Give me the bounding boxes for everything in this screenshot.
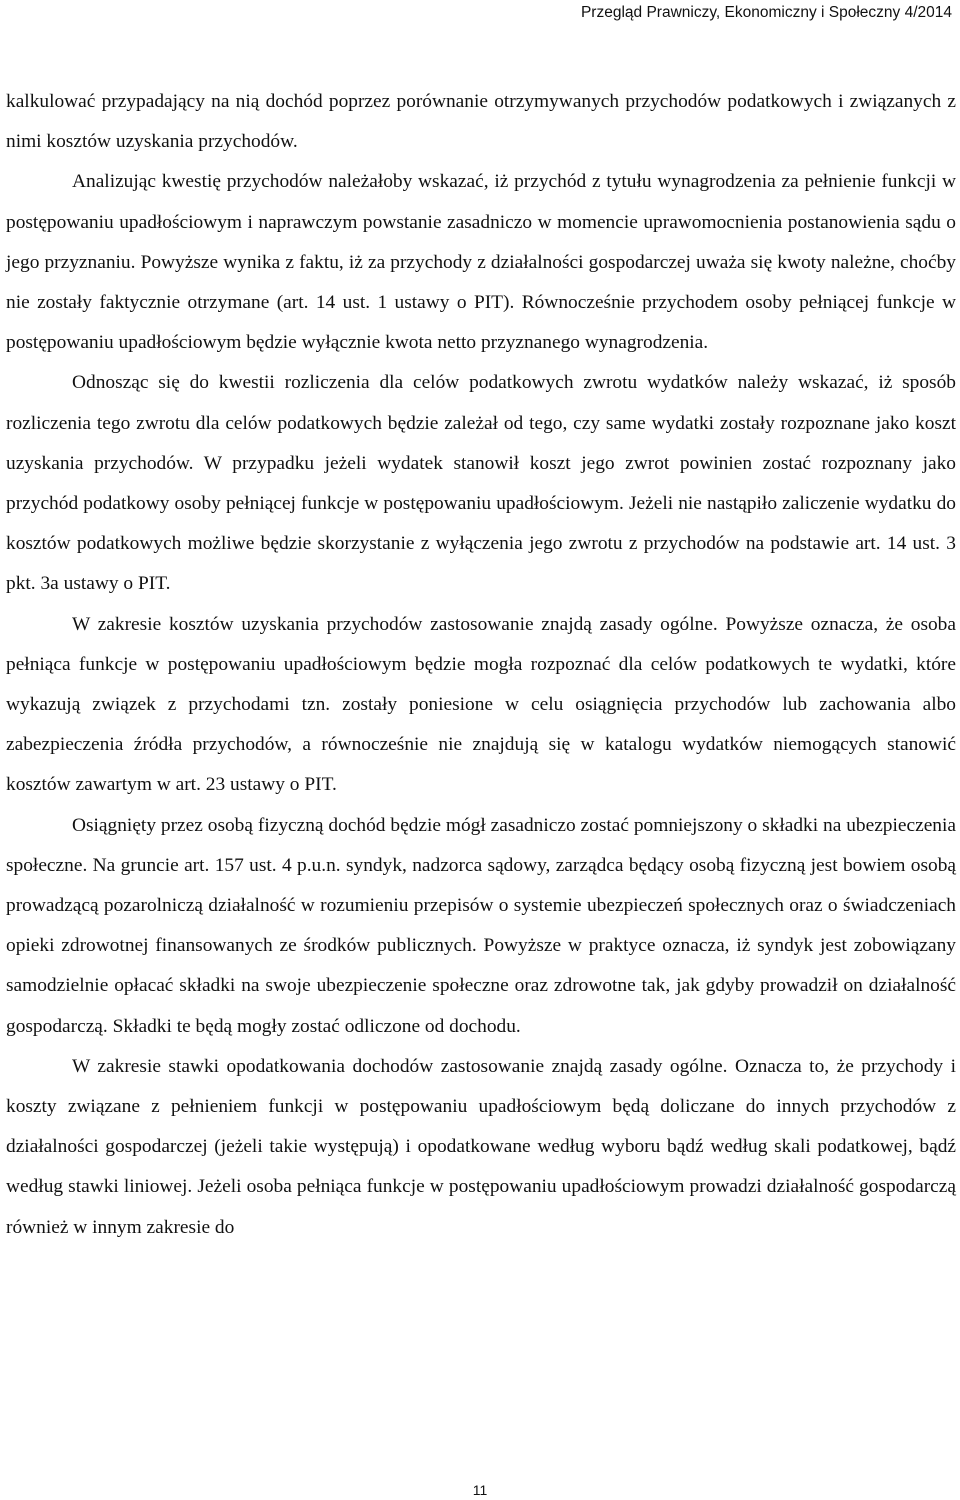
article-body <box>6 82 956 1248</box>
paragraph-tax-rate: W zakresie stawki opodatkowania dochodów zastosowanie znajdą zasady ogólne. Oznacza to, że przychody i koszty związane z pełnieniem funkcji w postępowaniu upadłościowym będą doliczane do innych przychodów z działalności gospodarczej (jeżeli takie występują) i opodatkowane według wyboru bądź według skali podatkowej, bądź według stawki liniowej. Jeżeli osoba pełniąca funkcje w postępowaniu upadłościowym prowadzi działalność gospodarczą również w innym zakresie do <box>6 1055 956 1238</box>
journal-header: Przegląd Prawniczy, Ekonomiczny i Społeczny 4/2014 <box>580 4 952 21</box>
paragraph-social-contributions: Osiągnięty przez osobą fizyczną dochód będzie mógł zasadniczo zostać pomniejszony o składki na ubezpieczenia społeczne. Na gruncie art. 157 ust. 4 p.u.n. syndyk, nadzorca sądowy, zarządca będący osobą fizyczną jest bowiem osobą prowadzącą pozarolniczą działalność w rozumieniu przepisów o systemie ubezpieczeń społecznych oraz o świadczeniach opieki zdrowotnej finansowanych ze środków publicznych. Powyższe w praktyce oznacza, iż syndyk jest zobowiązany samodzielnie opłacać składki na swoje ubezpieczenie społeczne oraz zdrowotne tak, jak gdyby prowadził on działalność gospodarczą. Składki te będą mogły zostać odliczone od dochodu. <box>6 814 956 1037</box>
paragraph-costs: W zakresie kosztów uzyskania przychodów zastosowanie znajdą zasady ogólne. Powyższe oznacza, że osoba pełniąca funkcje w postępowaniu upadłościowym będzie mogła rozpoznać dla celów podatkowych te wydatki, które wykazują związek z przychodami tzn. zostały poniesione w celu osiągnięcia przychodów lub zachowania albo zabezpieczenia źródła przychodów, a równocześnie nie znajdują się w katalogu wydatków niemogących stanowić kosztów zawartym w art. 23 ustawy o PIT. <box>6 613 956 796</box>
paragraph-expense-reimbursement: Odnosząc się do kwestii rozliczenia dla celów podatkowych zwrotu wydatków należy wskazać, iż sposób rozliczenia tego zwrotu dla celów podatkowych będzie zależał od tego, czy same wydatki zostały rozpoznane jako koszt uzyskania przychodów. W przypadku jeżeli wydatek stanowił koszt jego zwrot powinien zostać rozpoznany jako przychód podatkowy osoby pełniącej funkcje w postępowaniu upadłościowym. Jeżeli nie nastąpiło zaliczenie wydatku do kosztów podatkowych możliwe będzie skorzystanie z wyłączenia jego zwrotu z przychodów na podstawie art. 14 ust. 3 pkt. 3a ustawy o PIT. <box>6 372 956 595</box>
paragraph-income: Analizując kwestię przychodów należałoby wskazać, iż przychód z tytułu wynagrodzenia za pełnienie funkcji w postępowaniu upadłościowym i naprawczym powstanie zasadniczo w momencie uprawomocnienia postanowienia sądu o jego przyznaniu. Powyższe wynika z faktu, iż za przychody z działalności gospodarczej uważa się kwoty należne, choćby nie zostały faktycznie otrzymane (art. 14 ust. 1 ustawy o PIT). Równocześnie przychodem osoby pełniącej funkcje w postępowaniu upadłościowym będzie wyłącznie kwota netto przyznanego wynagrodzenia. <box>6 171 956 354</box>
page-number: 11 <box>472 1482 488 1498</box>
paragraph-continuation: kalkulować przypadający na nią dochód poprzez porównanie otrzymywanych przychodów podatkowych i związanych z nimi kosztów uzyskania przychodów. <box>6 91 956 153</box>
